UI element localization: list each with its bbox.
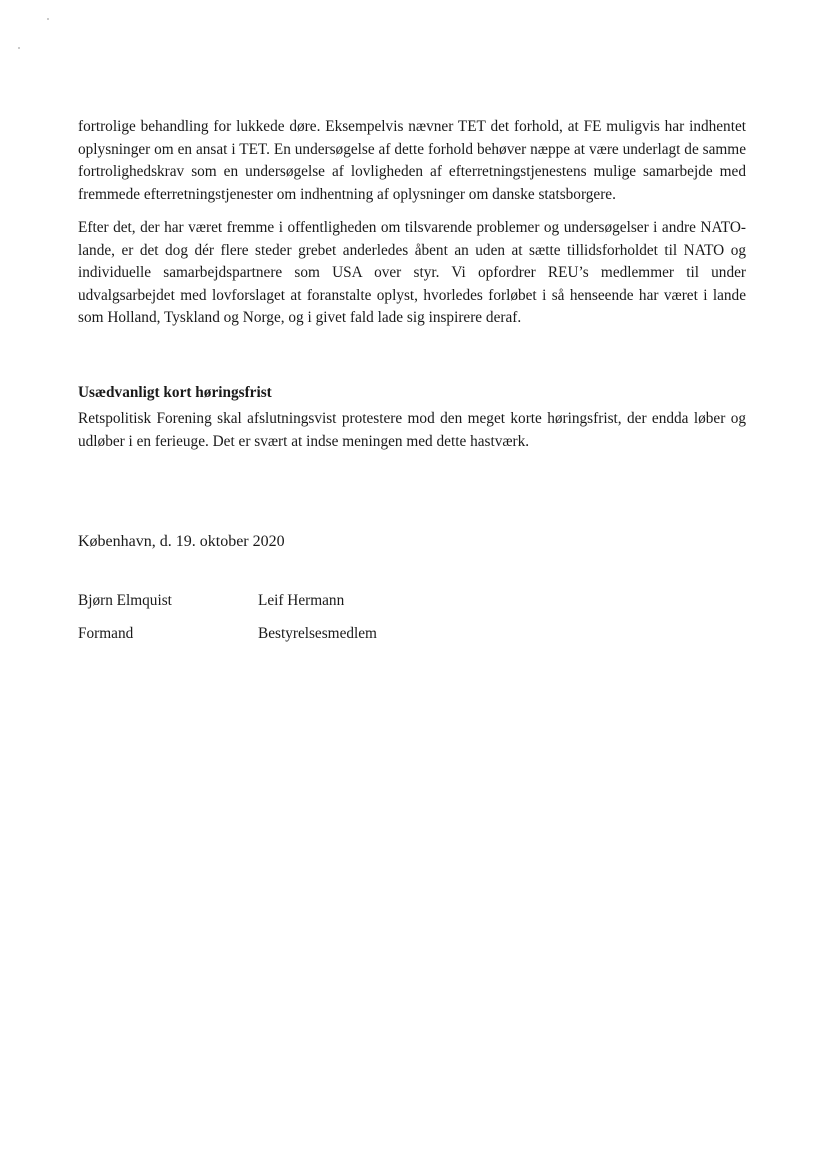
signatory-name-1: Bjørn Elmquist	[78, 592, 172, 609]
section-heading: Usædvanligt kort høringsfrist	[78, 383, 272, 401]
document-body	[78, 116, 746, 645]
body-paragraph-2: Efter det, der har været fremme i offentligheden om tilsvarende problemer og undersøgelser i andre NATO-lande, er det dog dér flere steder grebet anderledes åbent an uden at sætte tillidsforholdet til NATO og individuelle samarbejdspartnere som USA over styr. Vi opfordrer REU’s medlemmer til under udvalgsarbejdet med lovforslaget at foranstalte oplyst, hvorledes forløbet i så henseende har været i lande som Holland, Tyskland og Norge, og i givet fald lade sig inspirere deraf.	[78, 219, 746, 326]
signature-block	[78, 590, 746, 645]
scan-speck	[47, 18, 49, 20]
body-paragraph-1: fortrolige behandling for lukkede døre. Eksempelvis nævner TET det forhold, at FE muligvis har indhentet oplysninger om en ansat i TET. En undersøgelse af dette forhold behøver næppe at være underlagt de samme fortrolighedskrav som en undersøgelse af lovligheden af efterretningstjenestens mulige samarbejde med fremmede efterretningstjenester om indhentning af oplysninger om danske statsborgere.	[78, 118, 746, 203]
scan-speck	[18, 47, 20, 49]
signatory-name-2: Leif Hermann	[258, 592, 345, 609]
section-paragraph: Retspolitisk Forening skal afslutningsvist protestere mod den meget korte høringsfrist, der endda løber og udløber i en ferieuge. Det er svært at indse meningen med dette hastværk.	[78, 410, 746, 450]
signatory-title-2: Bestyrelsesmedlem	[258, 625, 377, 642]
signatory-title-1: Formand	[78, 625, 134, 642]
dateline: København, d. 19. oktober 2020	[78, 533, 285, 550]
